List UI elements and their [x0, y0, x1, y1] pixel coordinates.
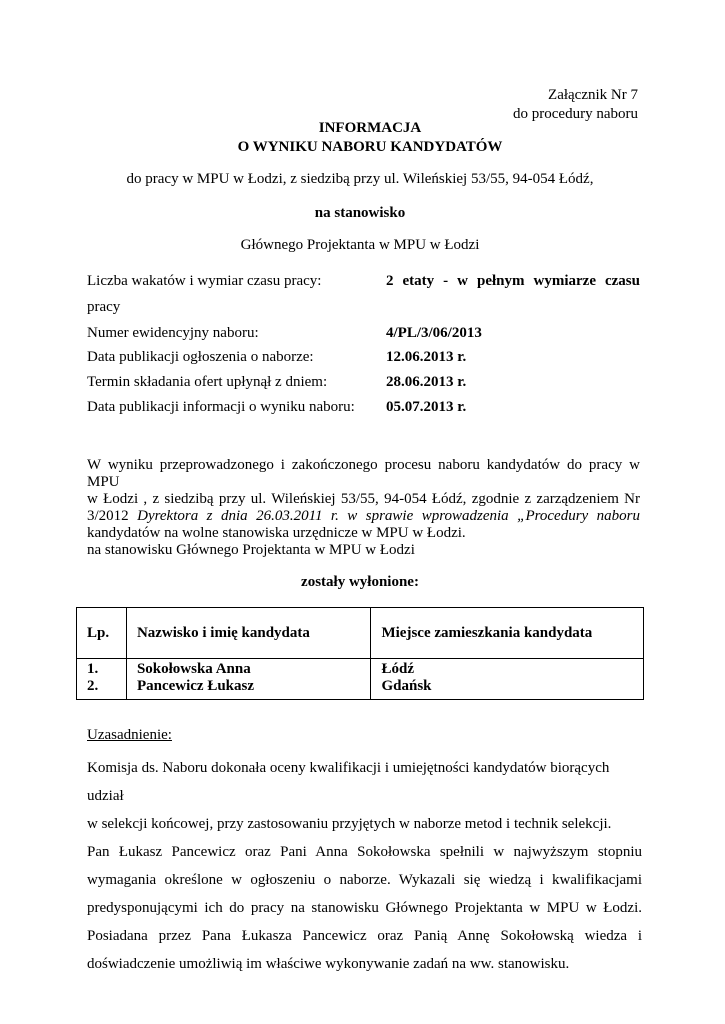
candidate-place: Gdańsk	[381, 678, 432, 694]
result-line-text: 3/2012	[87, 508, 138, 524]
detail-label: Termin składania ofert upłynął z dniem:	[87, 374, 328, 390]
detail-label: Data publikacji ogłoszenia o naborze:	[87, 349, 314, 365]
detail-value-continuation: pracy	[87, 299, 121, 315]
result-line: w Łodzi , z siedzibą przy ul. Wileńskiej 53/55, 94-054 Łódź, zgodnie z zarządzeniem Nr	[87, 491, 640, 507]
cell-place	[371, 659, 644, 700]
column-header-lp: Lp.	[77, 608, 127, 659]
annex-line-2: do procedury naboru	[513, 106, 638, 122]
column-header-name: Nazwisko i imię kandydata	[126, 608, 371, 659]
position-name: Głównego Projektanta w MPU w Łodzi	[240, 237, 480, 253]
detail-label: Liczba wakatów i wymiar czasu pracy:	[87, 273, 322, 289]
result-line	[87, 508, 640, 525]
detail-label: Data publikacji informacji o wyniku naboru:	[87, 399, 355, 415]
candidate-name: Sokołowska Anna	[136, 661, 251, 677]
result-line: kandydatów na wolne stanowiska urzędnicze w MPU w Łodzi.	[87, 525, 466, 541]
detail-value: 4/PL/3/06/2013	[386, 325, 482, 341]
detail-value: 12.06.2013 r.	[386, 349, 467, 365]
document-title	[130, 119, 610, 157]
result-paragraph	[87, 457, 640, 542]
cell-name	[126, 659, 371, 700]
cell-lp	[77, 659, 127, 700]
justification-line: w selekcji końcowej, przy zastosowaniu przyjętych w naborze metod i technik selekcji.	[87, 816, 612, 832]
title-line-2: O WYNIKU NABORU KANDYDATÓW	[237, 139, 503, 155]
justification-line: Posiadana przez Pana Łukasza Pancewicz oraz Panią Annę Sokołowską wiedza i	[87, 928, 642, 944]
selected-heading: zostały wyłonione:	[301, 574, 419, 590]
detail-value: 2 etaty - w pełnym wymiarze czasu	[386, 273, 640, 289]
result-line: W wyniku przeprowadzonego i zakończonego procesu naboru kandydatów do pracy w MPU	[87, 457, 640, 490]
detail-value: 05.07.2013 r.	[386, 399, 467, 415]
justification-line: predysponującymi ich do pracy na stanowisku Głównego Projektanta w MPU w Łodzi.	[87, 900, 642, 916]
justification-line: doświadczenie umożliwią im właściwe wykonywanie zadań na ww. stanowisku.	[87, 956, 570, 972]
lp-value: 1.	[87, 661, 99, 677]
candidates-table	[76, 607, 644, 700]
column-header-place: Miejsce zamieszkania kandydata	[371, 608, 644, 659]
justification-line: Pan Łukasz Pancewicz oraz Pani Anna Sokołowska spełnili w najwyższym stopniu	[87, 844, 642, 860]
justification-body	[87, 754, 642, 978]
result-line-italic: Dyrektora z dnia 26.03.2011 r. w sprawie wprowadzenia „Procedury naboru	[137, 508, 640, 524]
detail-value: 28.06.2013 r.	[386, 374, 467, 390]
table-row	[77, 659, 644, 700]
title-line-1: INFORMACJA	[318, 120, 422, 136]
position-heading: na stanowisko	[314, 205, 406, 221]
justification-line: wymagania określone w ogłoszeniu o naborze. Wykazali się wiedzą i kwalifikacjami	[87, 872, 642, 888]
justification-line: Komisja ds. Naboru dokonała oceny kwalifikacji i umiejętności kandydatów biorących udział	[87, 760, 610, 804]
workplace-line: do pracy w MPU w Łodzi, z siedzibą przy ul. Wileńskiej 53/55, 94-054 Łódź,	[126, 171, 594, 187]
result-position-line: na stanowisku Głównego Projektanta w MPU w Łodzi	[87, 542, 415, 558]
table-header-row	[77, 608, 644, 659]
detail-label: Numer ewidencyjny naboru:	[87, 325, 259, 341]
candidate-name: Pancewicz Łukasz	[136, 678, 255, 694]
candidate-place: Łódź	[381, 661, 414, 677]
lp-value: 2.	[87, 678, 99, 694]
justification-heading: Uzasadnienie:	[87, 727, 172, 743]
annex-line-1: Załącznik Nr 7	[548, 87, 638, 103]
